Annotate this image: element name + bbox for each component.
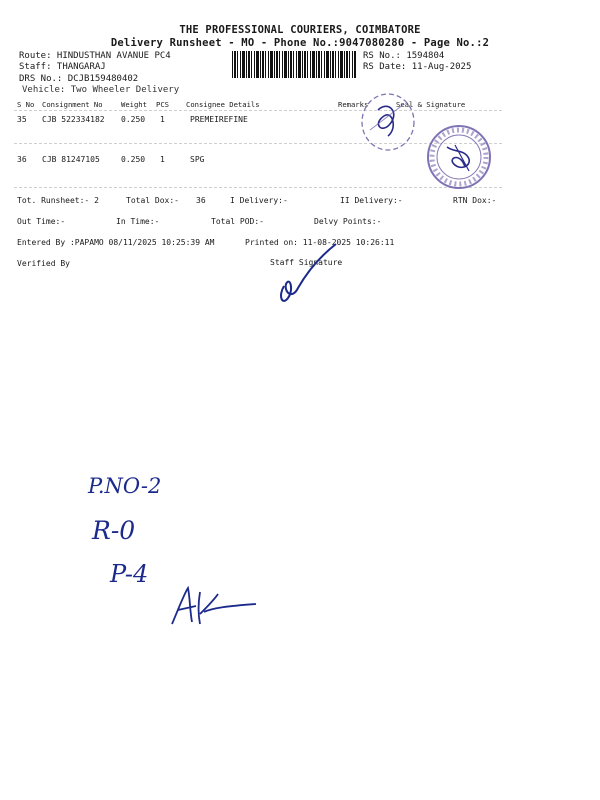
- row-36-sno: 36: [17, 155, 27, 164]
- staff-label: Staff: THANGARAJ: [19, 62, 106, 72]
- tot-runsheet: Tot. Runsheet:- 2: [17, 196, 99, 205]
- vehicle-label: Vehicle: Two Wheeler Delivery: [22, 85, 180, 95]
- header-divider: [14, 110, 502, 111]
- route-label: Route: HINDUSTHAN AVANUE PC4: [19, 51, 171, 61]
- row-36-weight: 0.250: [121, 155, 146, 164]
- company-seal-icon: [425, 123, 493, 191]
- staff-signature-scribble-icon: [274, 240, 354, 310]
- drs-label: DRS No.: DCJB159480402: [19, 74, 139, 84]
- rs-no-label: RS No.: 1594804: [363, 51, 445, 61]
- col-header-consignee: Consignee Details: [186, 100, 260, 109]
- col-header-remarks: Remarks: [338, 100, 369, 109]
- in-time-label: In Time:-: [116, 217, 160, 226]
- row-35-weight: 0.250: [121, 115, 146, 124]
- total-dox-label: Total Dox:-: [126, 196, 179, 205]
- row-35-consignee: PREMEIREFINE: [190, 115, 248, 124]
- i-delivery-label: I Delivery:-: [230, 196, 288, 205]
- company-title: THE PROFESSIONAL COURIERS, COIMBATORE: [179, 24, 421, 36]
- verified-by-label: Verified By: [17, 259, 70, 268]
- row-35-pcs: 1: [160, 115, 165, 124]
- total-pod-label: Total POD:-: [211, 217, 264, 226]
- row-36-pcs: 1: [160, 155, 165, 164]
- col-header-weight: Weight: [121, 100, 147, 109]
- col-header-consignment: Consignment No: [42, 100, 103, 109]
- ii-delivery-label: II Delivery:-: [340, 196, 403, 205]
- col-header-sno: S No: [17, 100, 35, 109]
- rs-date-label: RS Date: 11-Aug-2025: [363, 62, 472, 72]
- barcode: [232, 51, 356, 78]
- staff-signature-label: Staff Signature: [270, 258, 343, 267]
- out-time-label: Out Time:-: [17, 217, 66, 226]
- row-36-consignee: SPG: [190, 155, 205, 164]
- runsheet-subtitle: Delivery Runsheet - MO - Phone No.:9047080280 - Page No.:2: [110, 37, 490, 49]
- row-36-consignment: CJB 81247105: [42, 155, 100, 164]
- handwritten-r-count: R-0: [92, 516, 136, 545]
- handwritten-page-no: P.NO-2: [88, 474, 162, 498]
- row-35-sno: 35: [17, 115, 27, 124]
- total-dox-value: 36: [196, 196, 206, 205]
- handwritten-p-count: P-4: [110, 560, 149, 588]
- entered-by-label: Entered By :PAPAMO 08/11/2025 10:25:39 AM: [17, 238, 215, 247]
- handwritten-initials-icon: [168, 584, 260, 630]
- row-35-consignment: CJB 522334182: [42, 115, 105, 124]
- rtn-dox-label: RTN Dox:-: [453, 196, 497, 205]
- col-header-pcs: PCS: [156, 100, 169, 109]
- printed-on-label: Printed on: 11-08-2025 10:26:11: [245, 238, 395, 247]
- delvy-points-label: Delvy Points:-: [314, 217, 382, 226]
- col-header-seal: Seal & Signature: [396, 100, 466, 109]
- stamp-mark-icon: [358, 90, 418, 155]
